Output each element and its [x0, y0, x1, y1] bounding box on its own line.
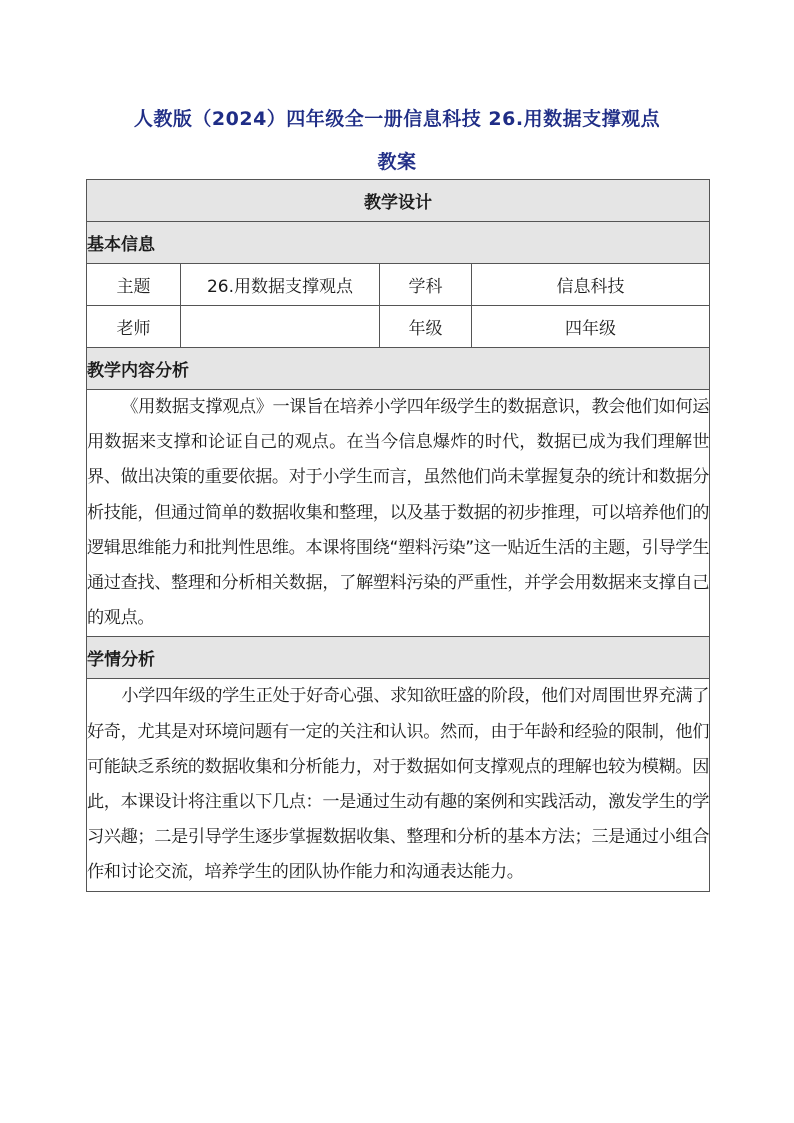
table-row	[87, 679, 710, 891]
table-row	[87, 306, 710, 348]
student-analysis-cell	[87, 679, 710, 891]
content-analysis-cell	[87, 390, 710, 637]
document-subtitle: 教案	[377, 151, 417, 173]
content-analysis-text: 《用数据支撑观点》一课旨在培养小学四年级学生的数据意识，教会他们如何运用数据来支撑和论证自己的观点。在当今信息爆炸的时代，数据已成为我们理解世界、做出决策的重要依据。对于小学生而言，虽然他们尚未掌握复杂的统计和数据分析技能，但通过简单的数据收集和整理，以及基于数据的初步推理，可以培养他们的逻辑思维能力和批判性思维。本课将围绕“塑料污染”这一贴近生活的主题，引导学生通过查找、整理和分析相关数据，了解塑料污染的严重性，并学会用数据来支撑自己的观点。	[87, 397, 709, 629]
section-row	[87, 348, 710, 390]
content-analysis-heading: 教学内容分析	[87, 348, 710, 390]
basic-info-heading: 基本信息	[87, 222, 710, 264]
grade-label: 年级	[380, 306, 472, 348]
table-header-row	[87, 180, 710, 222]
lesson-plan-table	[86, 179, 710, 892]
teacher-value	[181, 306, 380, 348]
table-row	[87, 264, 710, 306]
section-row	[87, 637, 710, 679]
topic-value: 26.用数据支撑观点	[181, 264, 380, 306]
document-title: 人教版（2024）四年级全一册信息科技 26.用数据支撑观点	[133, 108, 661, 130]
student-analysis-heading: 学情分析	[87, 637, 710, 679]
grade-value: 四年级	[472, 306, 710, 348]
table-header: 教学设计	[87, 180, 710, 222]
teacher-label: 老师	[87, 306, 181, 348]
topic-label: 主题	[87, 264, 181, 306]
student-analysis-text: 小学四年级的学生正处于好奇心强、求知欲旺盛的阶段，他们对周围世界充满了好奇，尤其是对环境问题有一定的关注和认识。然而，由于年龄和经验的限制，他们可能缺乏系统的数据收集和分析能力，对于数据如何支撑观点的理解也较为模糊。因此，本课设计将注重以下几点：一是通过生动有趣的案例和实践活动，激发学生的学习兴趣；二是引导学生逐步掌握数据收集、整理和分析的基本方法；三是通过小组合作和讨论交流，培养学生的团队协作能力和沟通表达能力。	[87, 686, 709, 883]
subject-label: 学科	[380, 264, 472, 306]
subject-value: 信息科技	[472, 264, 710, 306]
table-row	[87, 390, 710, 637]
section-row	[87, 222, 710, 264]
